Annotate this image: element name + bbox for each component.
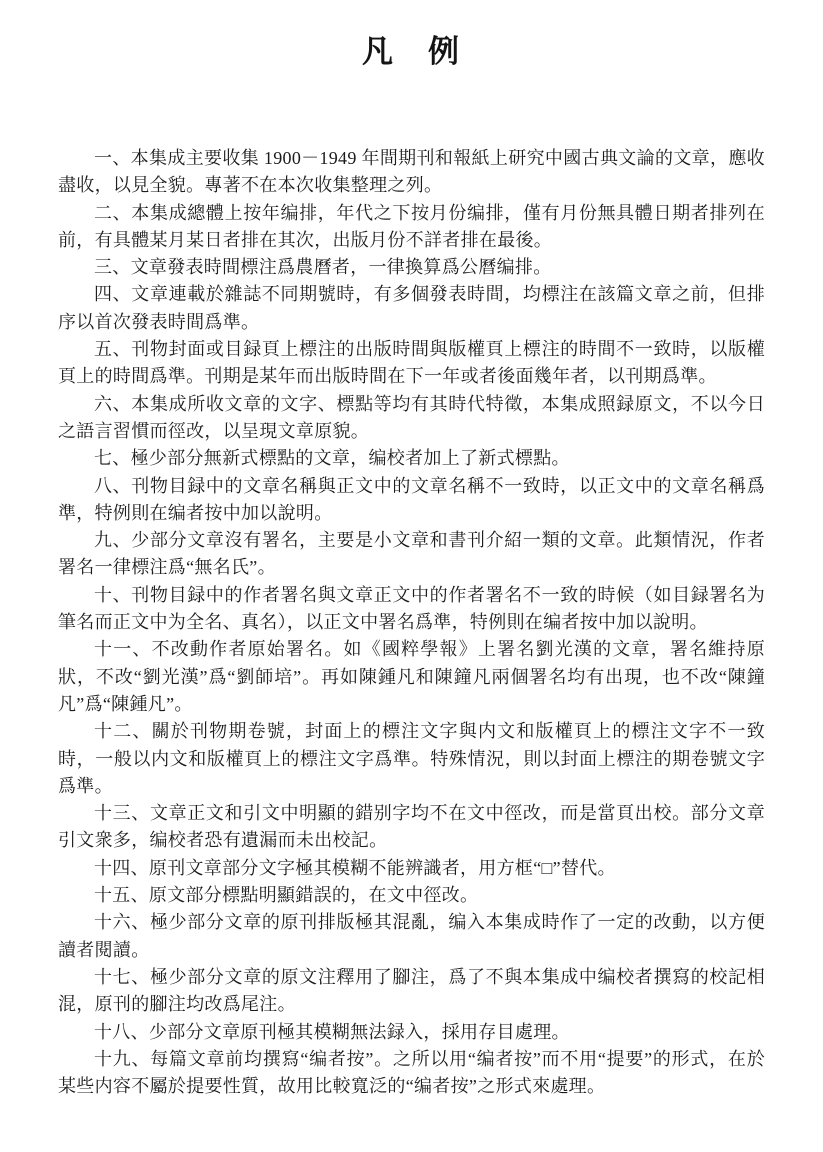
note-paragraph-2: 二、本集成總體上按年编排，年代之下按月份编排，僅有月份無具體日期者排列在前，有具體某月某日者排在其次，出版月份不詳者排在最後。 [58, 202, 765, 250]
note-paragraph-13: 十三、文章正文和引文中明顯的錯别字均不在文中徑改，而是當頁出校。部分文章引文衆多，编校者恐有遺漏而未出校記。 [58, 803, 765, 851]
note-paragraph-15: 十五、原文部分標點明顯錯誤的，在文中徑改。 [94, 885, 479, 906]
note-paragraph-11: 十一、不改動作者原始署名。如《國粹學報》上署名劉光漢的文章，署名維持原狀，不改“劉光漢”爲“劉師培”。再如陳鍾凡和陳鐘凡兩個署名均有出現，也不改“陳鐘凡”爲“陳鍾凡”。 [58, 639, 765, 714]
note-paragraph-7: 七、極少部分無新式標點的文章，编校者加上了新式標點。 [94, 448, 570, 469]
note-paragraph-4: 四、文章連載於雜誌不同期號時，有多個發表時間，均標注在該篇文章之前，但排序以首次發表時間爲準。 [58, 284, 765, 332]
note-paragraph-17: 十七、極少部分文章的原文注釋用了腳注，爲了不與本集成中编校者撰寫的校記相混，原刊的腳注均改爲尾注。 [58, 966, 765, 1015]
note-paragraph-3: 三、文章發表時間標注爲農曆者，一律換算爲公曆编排。 [94, 257, 552, 278]
note-paragraph-12: 十二、關於刊物期卷號，封面上的標注文字與内文和版權頁上的標注文字不一致時，一般以内文和版權頁上的標注文字爲準。特殊情況，則以封面上標注的期卷號文字爲準。 [58, 721, 765, 796]
note-paragraph-18: 十八、少部分文章原刊極其模糊無法録入，採用存目處理。 [94, 1021, 570, 1042]
note-paragraph-8: 八、刊物目録中的文章名稱與正文中的文章名稱不一致時，以正文中的文章名稱爲準，特例則在编者按中加以說明。 [58, 475, 765, 523]
note-paragraph-6: 六、本集成所收文章的文字、標點等均有其時代特徵，本集成照録原文，不以今日之語言習慣而徑改，以呈現文章原貌。 [58, 393, 765, 441]
note-paragraph-5: 五、刊物封面或目録頁上標注的出版時間與版權頁上標注的時間不一致時，以版權頁上的時間爲準。刊期是某年而出版時間在下一年或者後面幾年者，以刊期爲準。 [58, 339, 765, 387]
note-paragraph-19: 十九、每篇文章前均撰寫“编者按”。之所以用“编者按”而不用“提要”的形式，在於某些内容不屬於提要性質，故用比較寬泛的“编者按”之形式來處理。 [58, 1048, 765, 1097]
notes-list [58, 145, 765, 1100]
note-paragraph-9: 九、少部分文章沒有署名，主要是小文章和書刊介紹一類的文章。此類情況，作者署名一律標注爲“無名氏”。 [58, 530, 765, 578]
note-paragraph-16: 十六、極少部分文章的原刊排版極其混亂，编入本集成時作了一定的改動，以方便讀者閱讀。 [58, 912, 765, 960]
note-paragraph-10: 十、刊物目録中的作者署名與文章正文中的作者署名不一致的時候（如目録署名为筆名而正文中为全名、真名），以正文中署名爲準，特例則在编者按中加以說明。 [58, 584, 765, 633]
note-paragraph-1: 一、本集成主要收集 1900－1949 年間期刊和報紙上研究中國古典文論的文章，應收盡收，以見全貌。專著不在本次收集整理之列。 [58, 148, 765, 196]
page-title: 凡 例 [362, 34, 461, 69]
note-paragraph-14: 十四、原刊文章部分文字極其模糊不能辨識者，用方框“□”替代。 [94, 857, 616, 878]
